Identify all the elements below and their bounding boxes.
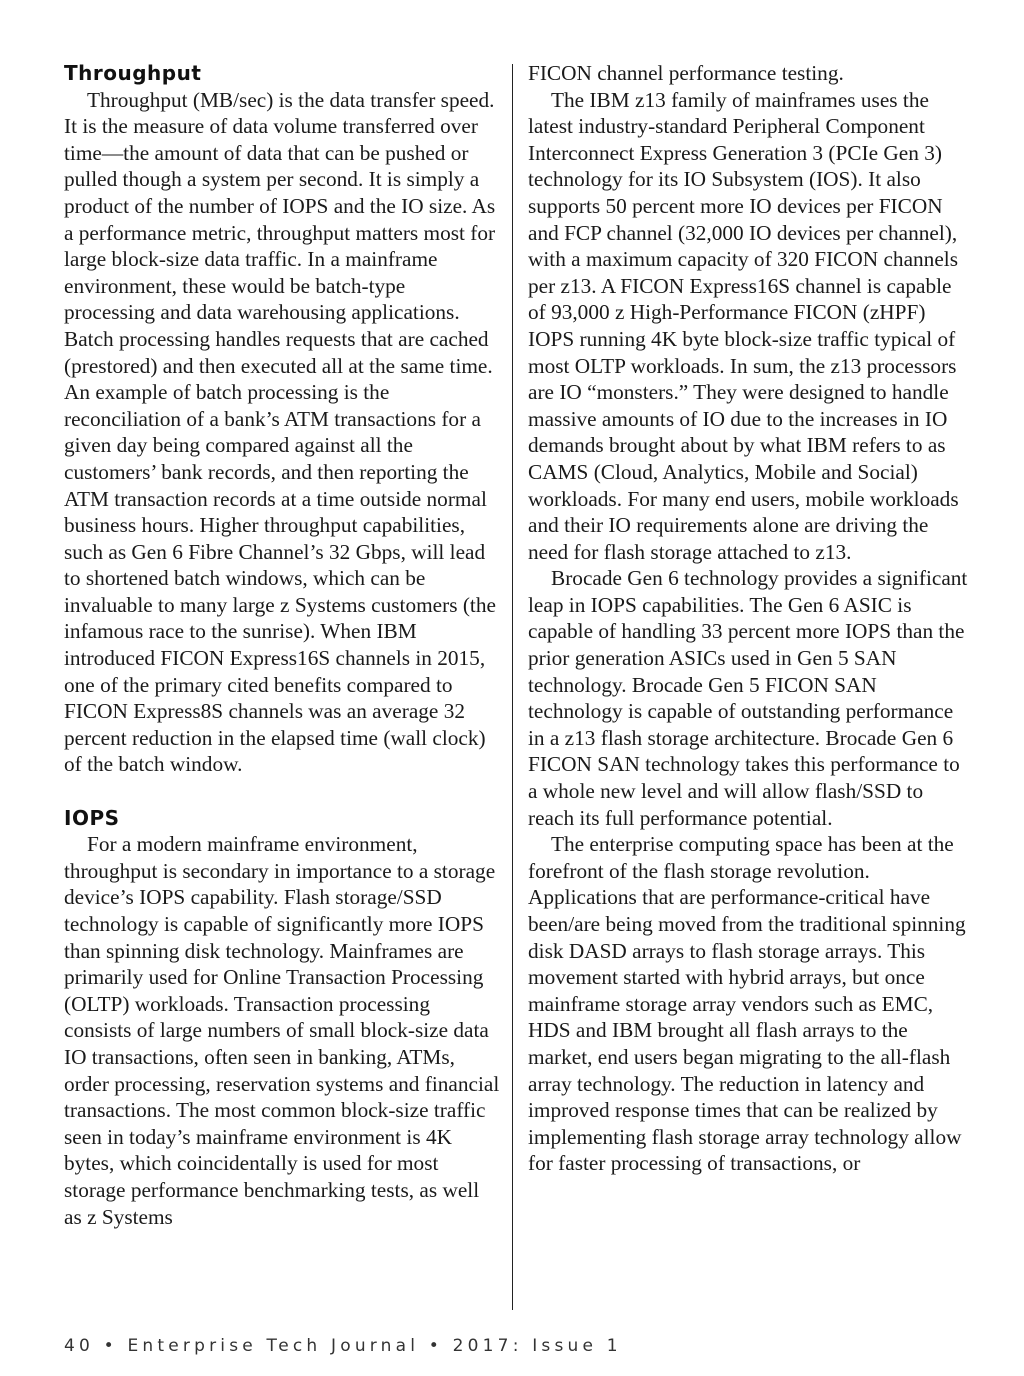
section-heading-throughput: Throughput <box>64 61 202 85</box>
left-column <box>64 60 500 1230</box>
column-divider <box>512 64 513 1310</box>
page-footer: 40 • Enterprise Tech Journal • 2017: Issue 1 <box>64 1336 622 1356</box>
flash-revolution-paragraph: The enterprise computing space has been at the forefront of the flash storage revolution. Applications that are performance-critical have been/are being moved from the traditional spinning disk DASD arrays to flash storage arrays. This movement started with hybrid arrays, but once mainframe storage array vendors such as EMC, HDS and IBM brought all flash arrays to the market, end users began migrating to the all-flash array technology. The reduction in latency and improved response times that can be realized by implementing flash storage array technology allow for faster processing of transactions, or <box>528 832 966 1176</box>
continuation-paragraph: FICON channel performance testing. <box>528 61 844 85</box>
z13-paragraph: The IBM z13 family of mainframes uses the latest industry-standard Peripheral Component Interconnect Express Generation 3 (PCIe Gen 3) technology for its IO Subsystem (IOS). It also supports 50 percent more IO devices per FICON and FCP channel (32,000 IO devices per channel), with a maximum capacity of 320 FICON channels per z13. A FICON Express16S channel is capable of 93,000 z High-Performance FICON (zHPF) IOPS running 4K byte block-size traffic typical of most OLTP workloads. In sum, the z13 processors are IO “monsters.” They were designed to handle massive amounts of IO due to the increases in IO demands brought about by what IBM refers to as CAMS (Cloud, Analytics, Mobile and Social) workloads. For many end users, mobile workloads and their IO requirements alone are driving the need for flash storage attached to z13. <box>528 87 959 564</box>
right-column <box>528 60 968 1177</box>
section-heading-iops: IOPS <box>64 805 120 830</box>
brocade-gen6-paragraph: Brocade Gen 6 technology provides a significant leap in IOPS capabilities. The Gen 6 ASIC is capable of handling 33 percent more IOPS than the prior generation ASICs used in Gen 5 SAN technology. Brocade Gen 5 FICON SAN technology is capable of outstanding performance in a z13 flash storage architecture. Brocade Gen 6 FICON SAN technology takes this performance to a whole new level and will allow flash/SSD to reach its full performance potential. <box>528 566 968 830</box>
throughput-paragraph: Throughput (MB/sec) is the data transfer speed. It is the measure of data volume transferred over time—the amount of data that can be pushed or pulled though a system per second. It is simply a product of the number of IOPS and the IO size. As a performance metric, throughput matters most for large block-size data traffic. In a mainframe environment, these would be batch-type processing and data warehousing applications. Batch processing handles requests that are cached (prestored) and then executed all at the same time. An example of batch processing is the reconciliation of a bank’s ATM transactions for a given day being compared against all the customers’ bank records, and then reporting the ATM transaction records at a time outside normal business hours. Higher throughput capabilities, such as Gen 6 Fibre Channel’s 32 Gbps, will lead to shortened batch windows, which can be invaluable to many large z Systems customers (the infamous race to the sunrise). When IBM introduced FICON Express16S channels in 2015, one of the primary cited benefits compared to FICON Express8S channels was an average 32 percent reduction in the elapsed time (wall clock) of the batch window. <box>64 87 496 777</box>
iops-paragraph: For a modern mainframe environment, throughput is secondary in importance to a storage device’s IOPS capability. Flash storage/SSD technology is capable of significantly more IOPS than spinning disk technology. Mainframes are primarily used for Online Transaction Processing (OLTP) workloads. Transaction processing consists of large numbers of small block-size data IO transactions, often seen in banking, ATMs, order processing, reservation systems and financial transactions. The most common block-size traffic seen in today’s mainframe environment is 4K bytes, which coincidentally is used for most storage performance benchmarking tests, as well as z Systems <box>64 832 500 1229</box>
